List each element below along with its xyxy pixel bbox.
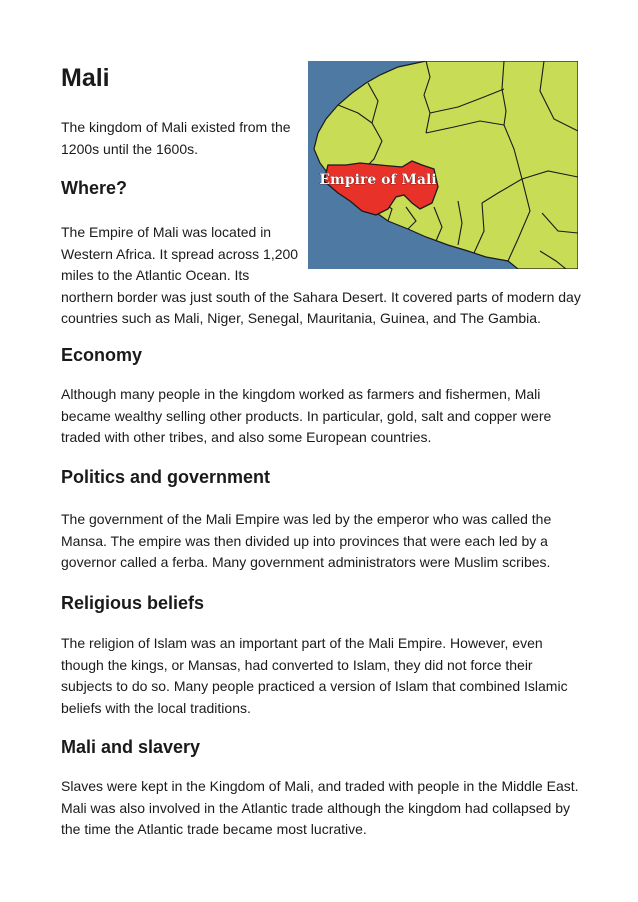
religion-line: subjects to do so. Many people practiced a version of Islam that combined Islamic (61, 678, 568, 694)
heading-religion: Religious beliefs (61, 593, 205, 613)
slavery-paragraph (61, 776, 579, 841)
where-line: The Empire of Mali was located in (61, 224, 272, 240)
economy-line: became wealthy selling other products. In particular, gold, salt and copper were (61, 407, 552, 424)
heading-economy: Economy (61, 345, 143, 365)
politics-line: Mansa. The empire was then divided up into provinces that were each led by a (61, 532, 548, 549)
slavery-line: Mali was also involved in the Atlantic trade although the kingdom had collapsed by (61, 799, 570, 816)
politics-line: governor called a ferba. Many government administrators were Muslim scribes. (61, 554, 551, 570)
economy-line: Although many people in the kingdom worked as farmers and fishermen, Mali (61, 386, 541, 402)
map-label: Empire of Mali (319, 172, 437, 188)
heading-where: Where? (61, 178, 128, 198)
where-line: countries such as Mali, Niger, Senegal, Mauritania, Guinea, and The Gambia. (61, 310, 541, 326)
where-paragraph (61, 222, 581, 330)
religion-line: though the kings, or Mansas, had converted to Islam, they did not force their (61, 656, 533, 673)
where-line: northern border was just south of the Sahara Desert. It covered parts of modern day (61, 288, 581, 305)
economy-paragraph (61, 384, 551, 449)
heading-slavery: Mali and slavery (61, 737, 201, 757)
slavery-line: the time the Atlantic trade became most lucrative. (61, 821, 367, 837)
where-line: Western Africa. It spread across 1,200 (61, 245, 299, 262)
page-title: Mali (61, 64, 110, 92)
where-line: miles to the Atlantic Ocean. Its (61, 267, 250, 283)
slavery-line: Slaves were kept in the Kingdom of Mali, and traded with people in the Middle East. (61, 778, 579, 794)
politics-paragraph (61, 509, 551, 574)
religion-line: The religion of Islam was an important part of the Mali Empire. However, even (61, 635, 543, 651)
religion-paragraph (61, 633, 568, 719)
intro-line: 1200s until the 1600s. (61, 140, 198, 157)
politics-line: The government of the Mali Empire was led by the emperor who was called the (61, 511, 552, 527)
intro-paragraph (61, 117, 291, 160)
economy-line: traded with other tribes, and also some European countries. (61, 429, 432, 445)
religion-line: beliefs with the local traditions. (61, 699, 251, 716)
heading-politics: Politics and government (61, 467, 271, 487)
intro-line: The kingdom of Mali existed from the (61, 119, 291, 135)
